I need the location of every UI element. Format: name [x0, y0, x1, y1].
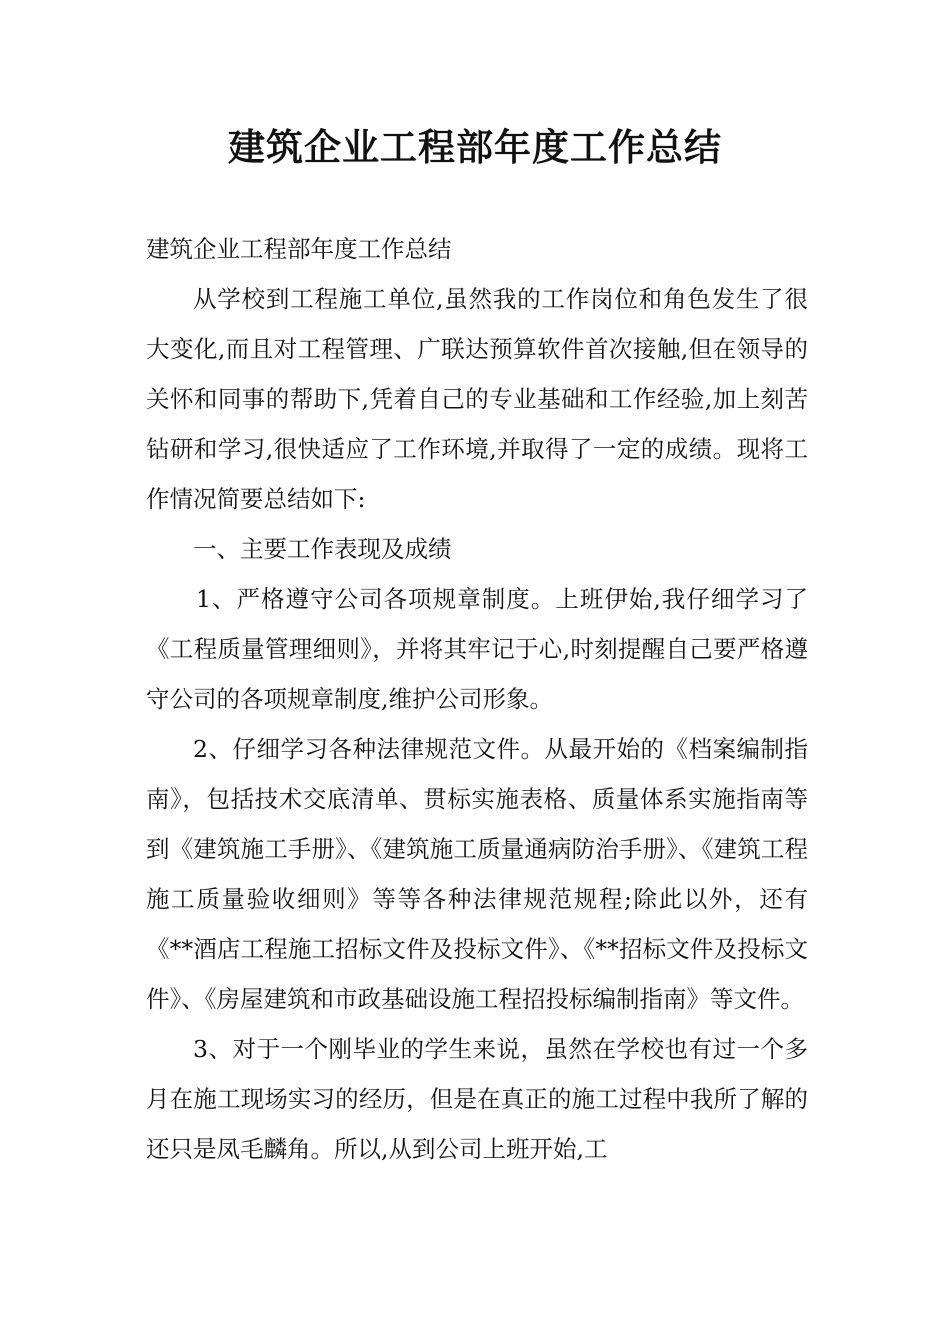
paragraph-item-1: 1、严格遵守公司各项规章制度。上班伊始,我仔细学习了《工程质量管理细则》，并将其牢记于心,时刻提醒自己要严格遵守公司的各项规章制度,维护公司形象。 [146, 585, 808, 713]
document-subtitle: 建筑企业工程部年度工作总结 [146, 235, 452, 263]
section-heading: 一、主要工作表现及成绩 [193, 535, 452, 563]
paragraph-intro: 从学校到工程施工单位,虽然我的工作岗位和角色发生了很大变化,而且对工程管理、广联达预算软件首次接触,但在领导的关怀和同事的帮助下,凭着自己的专业基础和工作经验,加上刻苦钻研和学习,很快适应了工作环境,并取得了一定的成绩。现将工作情况简要总结如下: [146, 285, 808, 513]
document-title: 建筑企业工程部年度工作总结 [228, 126, 722, 169]
paragraph-item-3: 3、对于一个刚毕业的学生来说，虽然在学校也有过一个多月在施工现场实习的经历，但是在真正的施工过程中我所了解的还只是凤毛麟角。所以,从到公司上班开始,工 [146, 1035, 808, 1163]
paragraph-item-2: 2、仔细学习各种法律规范文件。从最开始的《档案编制指南》，包括技术交底清单、贯标实施表格、质量体系实施指南等到《建筑施工手册》、《建筑施工质量通病防治手册》、《建筑工程施工质量验收细则》等等各种法律规范规程;除此以外，还有《**酒店工程施工招标文件及投标文件》、《**招标文件及投标文件》、《房屋建筑和市政基础设施工程招投标编制指南》等文件。 [146, 735, 808, 1013]
document-body [146, 224, 808, 1174]
